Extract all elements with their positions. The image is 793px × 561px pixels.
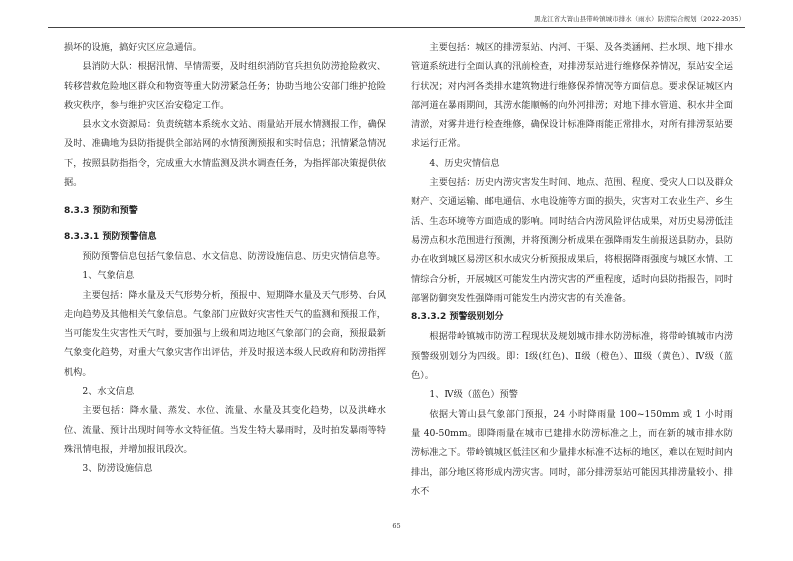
paragraph: 主要包括：城区的排涝泵站、内河、干渠、及各类涵闸、拦水坝、地下排水管道系统进行全面认真的汛前检查，对排涝泵站进行维修保养情况，泵站安全运行状况；对内河各类排水建筑物进行维修保养情况等方面信息。要求保证城区内部河道在暴雨期间，其涝水能顺畅的向外河排涝；对地下排水管道、积水井全面清淤，对雾井进行检查维修，确保设计标准降雨能正常排水，对所有排涝泵站要求运行正常。 xyxy=(411,42,733,150)
list-item: 2、水文信息 xyxy=(82,386,135,398)
paragraph: 县消防大队：根据汛情、旱情需要，及时组织消防官兵担负防涝抢险救灾、转移营救危险地区群众和物资等重大防涝紧急任务；协助当地公安部门维护抢险救灾秩序，参与维护灾区治安稳定工作。 xyxy=(64,61,386,111)
header-divider xyxy=(48,27,745,28)
running-header: 黑龙江省大箐山县带岭镇城市排水（雨水）防涝综合规划（2022-2035） xyxy=(534,15,745,23)
subsection-heading: 8.3.3.2 预警级别划分 xyxy=(411,312,504,323)
left-column xyxy=(64,38,386,479)
paragraph: 县水文水资源局：负责统辖本系统水文站、雨量站开展水情测报工作，确保及时、准确地为县防指提供全部站网的水情预测预报和实时信息；汛情紧急情况下，按照县防指指令，完成重大水情监测及洪水调查任务，为指挥部决策提供依据。 xyxy=(64,119,386,189)
subsection-heading: 8.3.3.1 预防预警信息 xyxy=(64,231,157,242)
paragraph: 预防预警信息包括气象信息、水文信息、防涝设施信息、历史灾情信息等。 xyxy=(82,250,386,262)
paragraph: 损坏的设施，搞好灾区应急通信。 xyxy=(64,42,202,53)
section-heading: 8.3.3 预防和预警 xyxy=(64,206,138,217)
paragraph: 主要包括：历史内涝灾害发生时间、地点、范围、程度、受灾人口以及群众财产、交通运输、邮电通信、水电设施等方面的损失，灾害对工农业生产、乡生活、生态环境等方面造成的影响。同时结合内涝风险评估成果，对历史易涝低洼易涝点积水范围进行预测，并将预测分析成果在强降雨发生前报送县防办，县防办在收到城区易涝区积水成灾分析预报成果后，将根据降雨强度与城区水情、工情综合分析，开展城区可能发生内涝灾害的严重程度，适时向县防指报告，同时部署防御突发性强降雨可能发生内涝灾害的有关准备。 xyxy=(411,177,733,304)
paragraph: 主要包括：降水量及天气形势分析，预报中、短期降水量及天气形势、台风走向趋势及其他相关气象信息。气象部门应做好灾害性天气的监测和预报工作，当可能发生灾害性天气时，要加强与上级和周边地区气象部门的会商，预报最新气象变化趋势，对重大气象灾害作出评估，并及时报送本级人民政府和防涝指挥机构。 xyxy=(64,289,386,378)
list-item: 1、气象信息 xyxy=(82,270,135,282)
paragraph: 根据带岭镇城市防涝工程现状及规划城市排水防涝标准，将带岭镇城市内涝预警级别划分为四级。即：Ⅰ级(红色)、Ⅱ级（橙色）、Ⅲ级（黄色）、Ⅳ级（蓝色）。 xyxy=(411,331,733,382)
page-number: 65 xyxy=(392,522,401,530)
paragraph: 依据大箐山县气象部门预报，24 小时降雨量 100~150mm 或 1 小时雨量 40-50mm。即降雨量在城市已建排水防涝标准之上，而在新的城市排水防涝标准之下。带岭镇城区低洼区和少量排水标准不达标的地区，难以在短时间内排出，部分地区将形成内涝灾害。同时，部分排涝泵站可能因其排涝量较小、排水不 xyxy=(411,408,733,497)
list-item: 1、Ⅳ级（蓝色）预警 xyxy=(429,389,518,401)
list-item: 4、历史灾情信息 xyxy=(429,157,500,169)
list-item: 3、防涝设施信息 xyxy=(82,463,153,475)
right-column xyxy=(411,38,733,501)
paragraph: 主要包括：降水量、蒸发、水位、流量、水量及其变化趋势，以及洪峰水位、流量、预计出现时间等水文特征值。当发生特大暴雨时，及时拍发暴雨等特殊汛情电报，并增加报讯段次。 xyxy=(64,405,386,455)
spacer xyxy=(64,192,386,198)
